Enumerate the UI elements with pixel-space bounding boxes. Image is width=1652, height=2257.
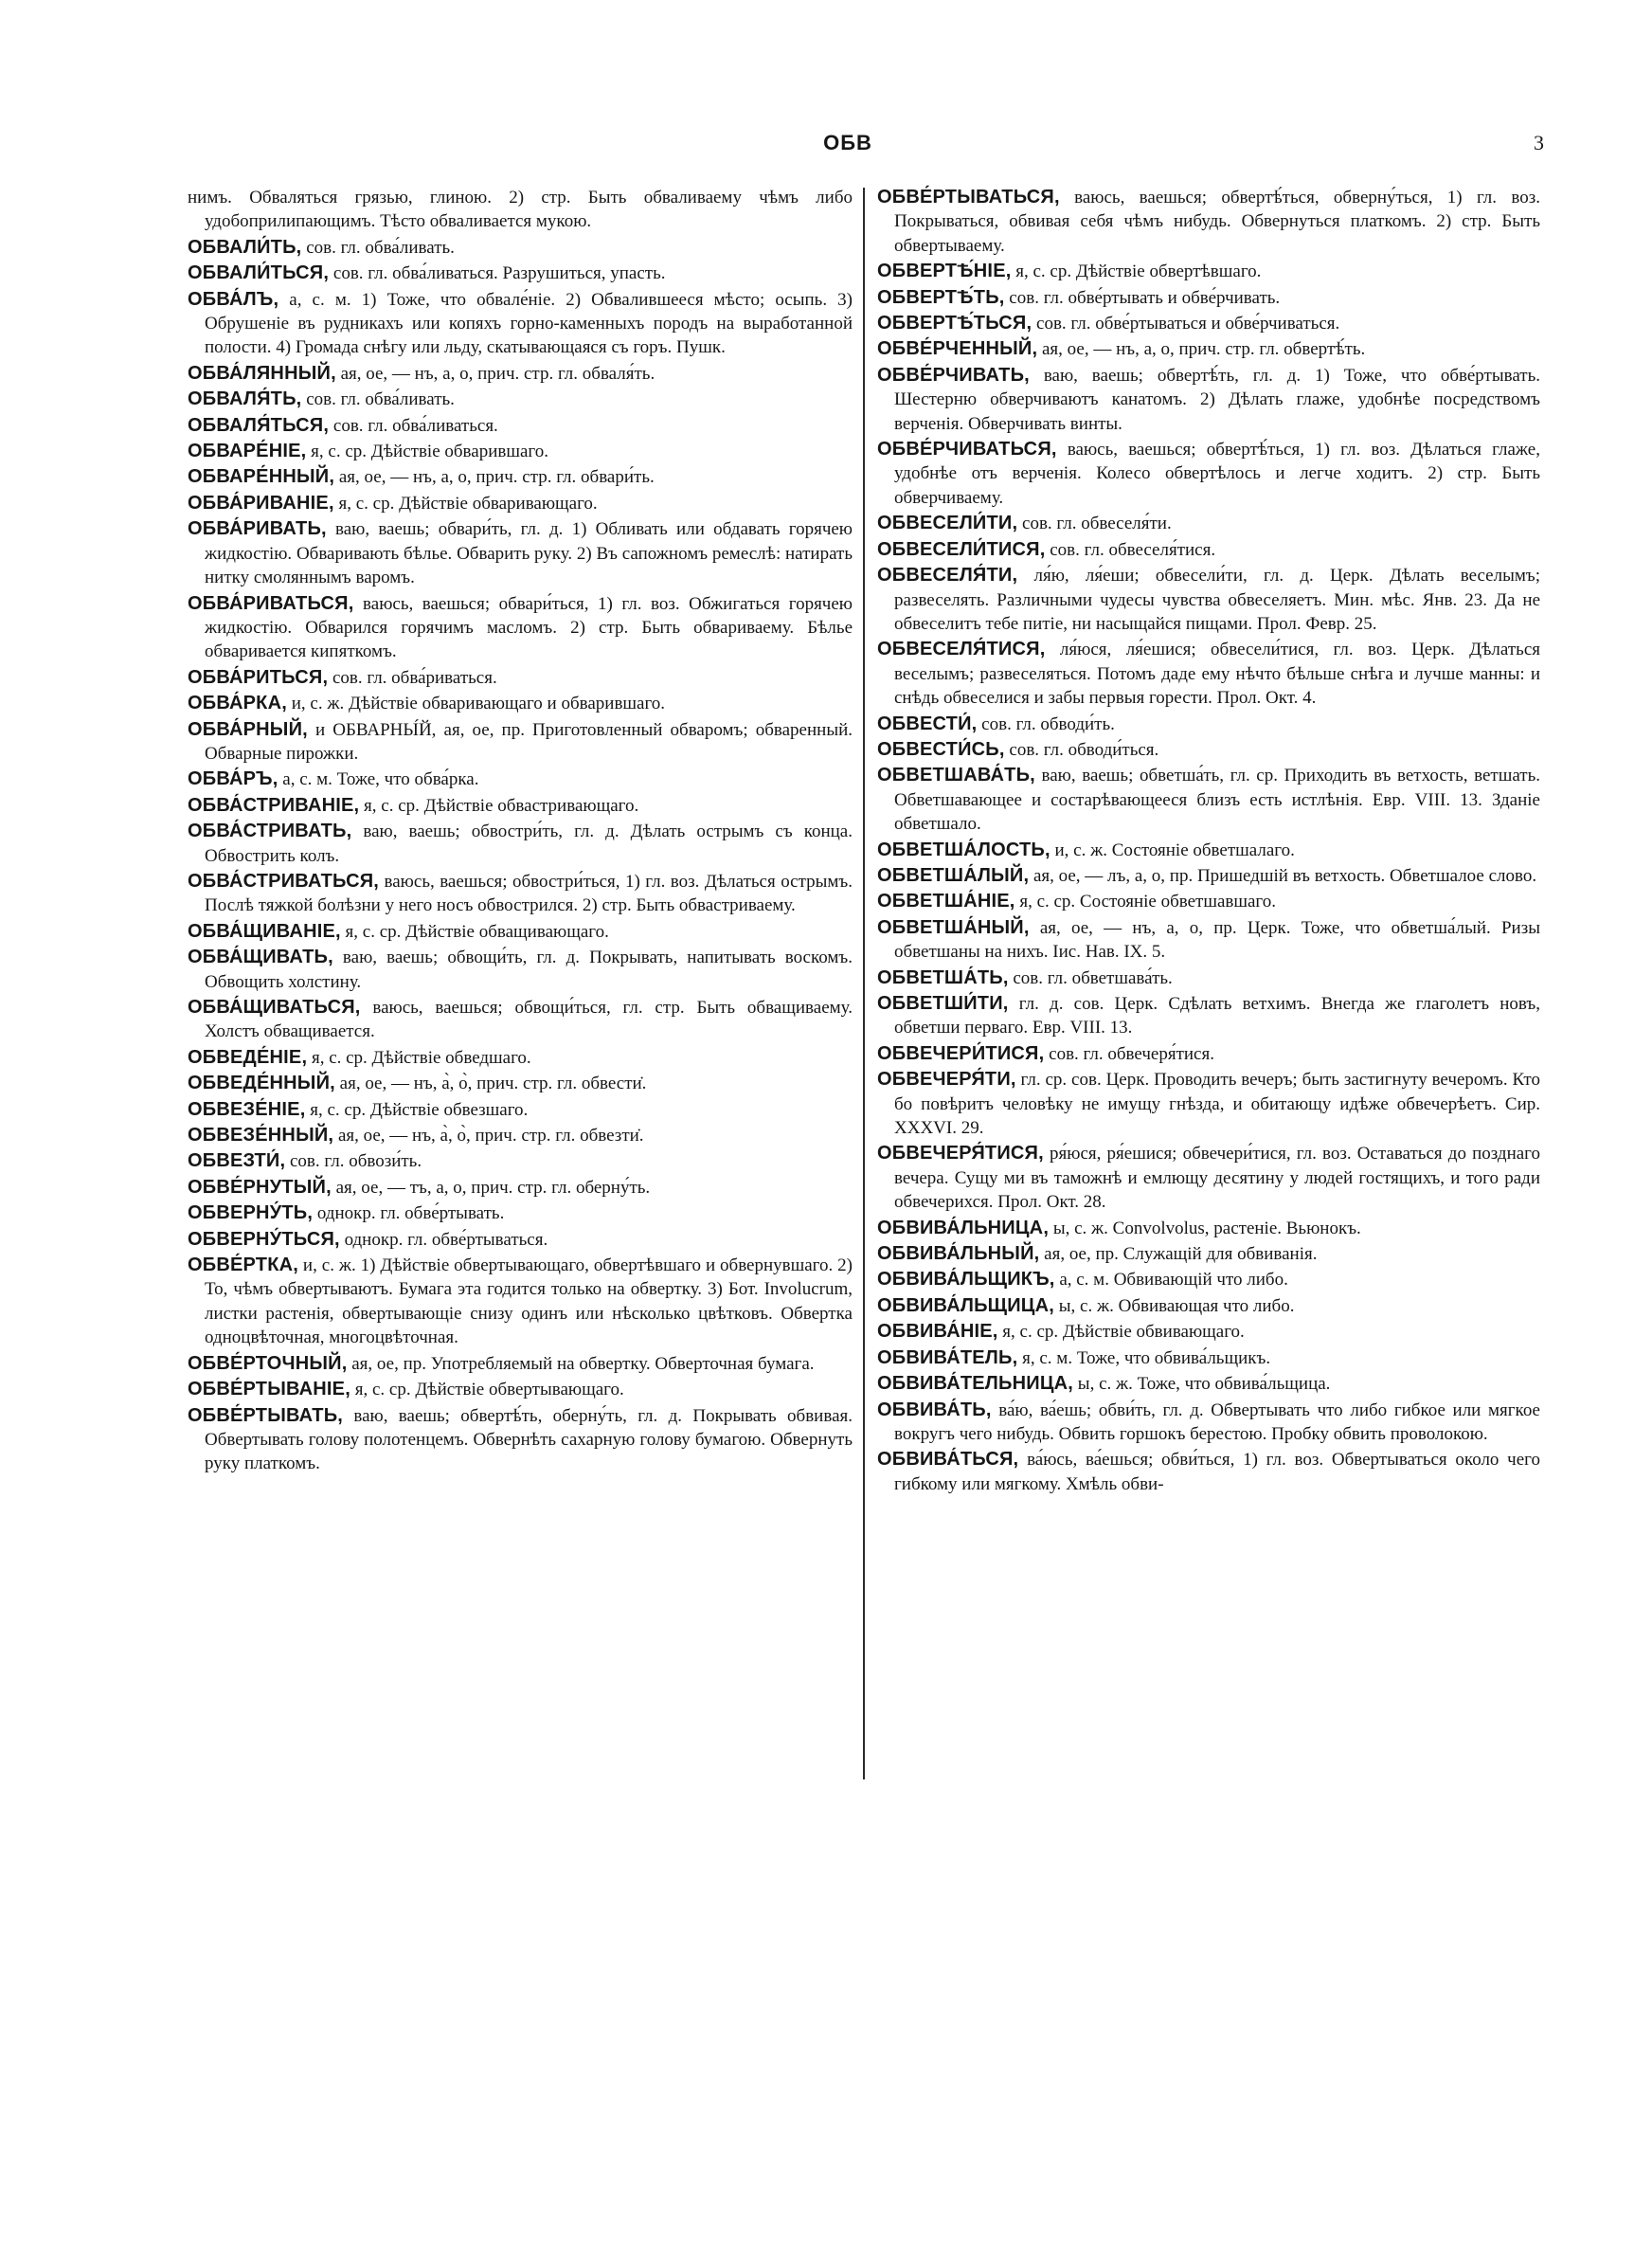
entry-headword: ОБВА́ЩИВАНІЕ, xyxy=(188,920,341,942)
entry-headword: ОБВЕСЕЛЯ́ТИСЯ, xyxy=(877,639,1046,660)
dictionary-entry xyxy=(877,1268,1540,1291)
dictionary-entry xyxy=(877,992,1540,1040)
dictionary-entry xyxy=(877,564,1540,636)
entry-headword: ОБВЕТША́ТЬ, xyxy=(877,966,1009,988)
entry-definition: я, с. ср. Дѣйствіе обвертывающаго. xyxy=(350,1380,624,1400)
entry-definition: я, с. ср. Дѣйствіе обвертѣвшаго. xyxy=(1011,262,1262,282)
dictionary-entry xyxy=(877,286,1540,310)
entry-definition: сов. гл. обва́риваться. xyxy=(328,667,497,688)
entry-headword: ОБВЕРТѢ́НІЕ, xyxy=(877,261,1012,282)
dictionary-entry xyxy=(188,820,853,868)
entry-definition: ря́юся, ря́ешися; обвечери́тися, гл. воз. Оставаться до позднаго вечера. Сущу ми въ таможнѣ и емлющу десятину у людей гостящихъ, и того ради обвечерихся. Прол. Окт. 28. xyxy=(894,1144,1540,1213)
dictionary-entry xyxy=(877,1142,1540,1214)
entry-definition: сов. гл. обва́ливаться. Разрушиться, упасть. xyxy=(329,263,666,284)
entry-definition: а, с. м. Тоже, что обва́рка. xyxy=(278,769,479,790)
entry-headword: ОБВАЛИ́ТЬСЯ, xyxy=(188,262,330,284)
entry-definition: ы, с. ж. Обвивающая что либо. xyxy=(1054,1295,1295,1316)
dictionary-entry xyxy=(877,186,1540,258)
dictionary-entry xyxy=(188,236,853,260)
entry-definition: я, с. ср. Дѣйствіе обваривающаго. xyxy=(333,493,598,514)
entry-definition: я, с. ср. Дѣйствіе обвезшаго. xyxy=(305,1099,529,1120)
dictionary-entry xyxy=(188,262,853,285)
page-header xyxy=(152,131,1544,163)
entry-headword: ОБВЕ́РНУТЫЙ, xyxy=(188,1176,332,1198)
dictionary-entry xyxy=(877,1068,1540,1140)
entry-headword: ОБВА́СТРИВАНІЕ, xyxy=(188,794,360,816)
dictionary-entry xyxy=(877,260,1540,283)
dictionary-entry xyxy=(188,1352,853,1376)
dictionary-entry xyxy=(188,1201,853,1225)
dictionary-entry xyxy=(877,512,1540,535)
dictionary-entry xyxy=(877,1320,1540,1344)
dictionary-entry xyxy=(877,1042,1540,1066)
entry-headword: ОБВЕСТИ́СЬ, xyxy=(877,738,1005,760)
entry-headword: ОБВЕЗЕ́ННЫЙ, xyxy=(188,1125,334,1147)
entry-definition: и, с. ж. Состояніе обветшалаго. xyxy=(1050,840,1295,860)
entry-headword: ОБВЕСТИ́, xyxy=(877,713,978,734)
entry-headword: ОБВА́ЩИВАТЬСЯ, xyxy=(188,997,361,1018)
entry-headword: ОБВЕ́РТЫВАТЬСЯ, xyxy=(877,187,1060,208)
entry-headword: ОБВИВА́ЛЬЩИЦА, xyxy=(877,1294,1055,1316)
entry-definition: ая, ое, — лъ, а, о, пр. Пришедшій въ ветхость. Обветшалое слово. xyxy=(1029,865,1537,886)
entry-headword: ОБВЕЧЕРИ́ТИСЯ, xyxy=(877,1042,1045,1064)
entry-headword: ОБВАРЕ́НІЕ, xyxy=(188,441,307,462)
entry-definition: сов. гл. обве́ртывать и обве́рчивать. xyxy=(1004,287,1281,308)
dictionary-entry xyxy=(877,713,1540,736)
entry-headword: ОБВА́РИВАТЬСЯ, xyxy=(188,592,354,614)
entry-definition: ая, ое, — нъ, а, о, прич. стр. гл. обвари́ть. xyxy=(334,467,655,488)
dictionary-entry xyxy=(877,1372,1540,1396)
entry-headword: ОБВЕЧЕРЯ́ТИСЯ, xyxy=(877,1143,1044,1165)
entry-definition: ва́юсь, ва́ешься; обви́ться, 1) гл. воз. Обвертываться около чего гибкому или мягкому. Хмѣль обви- xyxy=(894,1450,1540,1494)
dictionary-entry xyxy=(188,1176,853,1200)
dictionary-entry xyxy=(877,538,1540,562)
entry-headword: ОБВА́РИВАТЬ, xyxy=(188,518,327,540)
left-column xyxy=(188,186,853,1478)
dictionary-entry xyxy=(188,666,853,690)
entry-headword: ОБВА́РИВАНІЕ, xyxy=(188,492,334,514)
entry-definition: ваю, ваешь; обвостри́ть, гл. д. Дѣлать острымъ съ конца. Обвострить колъ. xyxy=(205,822,853,866)
entry-definition: я, с. ср. Дѣйствіе обварившаго. xyxy=(306,442,548,462)
entry-headword: ОБВИВА́ТЬ, xyxy=(877,1399,992,1420)
entry-headword: ОБВЕТШИ́ТИ, xyxy=(877,993,1009,1014)
entry-headword: ОБВА́ЩИВАТЬ, xyxy=(188,947,333,968)
entry-headword: ОБВЕТША́НІЕ, xyxy=(877,891,1015,912)
dictionary-entry xyxy=(188,465,853,489)
entry-definition: ы, с. ж. Тоже, что обвива́льщица. xyxy=(1073,1374,1331,1395)
entry-headword: ОБВИВА́ЛЬНЫЙ, xyxy=(877,1243,1040,1265)
dictionary-entry xyxy=(188,718,853,767)
dictionary-entry xyxy=(188,440,853,463)
dictionary-entry xyxy=(877,1346,1540,1370)
entry-headword: ОБВЕДЕ́ННЫЙ, xyxy=(188,1073,335,1094)
entry-headword: ОБВИВА́ЛЬНИЦА, xyxy=(877,1217,1050,1238)
entry-definition: я, с. ср. Дѣйствіе обведшаго. xyxy=(307,1047,531,1068)
dictionary-entry xyxy=(877,438,1540,510)
entry-headword: ОБВЕСЕЛИ́ТИСЯ, xyxy=(877,538,1046,560)
entry-headword: ОБВЕ́РЧЕННЫЙ, xyxy=(877,338,1038,360)
entry-definition: сов. гл. обва́ливать. xyxy=(301,237,455,258)
entry-headword: ОБВЕ́РЧИВАТЬСЯ, xyxy=(877,439,1057,460)
entry-definition: ваюсь, ваешься; обвертѣ́ться, обверну́ться, 1) гл. воз. Покрываться, обвивая себя чѣмъ нибудь. Обвернуться платкомъ. 2) стр. Быть обвертываему. xyxy=(894,188,1540,256)
dictionary-entry xyxy=(877,890,1540,913)
dictionary-entry xyxy=(877,966,1540,990)
entry-headword: ОБВЕРНУ́ТЬ, xyxy=(188,1202,314,1224)
dictionary-entry xyxy=(188,1046,853,1070)
entry-headword: ОБВА́РЪ, xyxy=(188,768,278,790)
dictionary-entry xyxy=(188,996,853,1044)
entry-definition: гл. ср. сов. Церк. Проводить вечеръ; быть застигнуту вечеромъ. Кто бо повѣритъ человѣку не имущу гнѣзда, и обитающу идѣже обвечерѣетъ. Сир. XXXVI. 29. xyxy=(894,1070,1540,1139)
entry-definition: однокр. гл. обве́ртываться. xyxy=(339,1229,548,1250)
entry-definition: ваю, ваешь; обвари́ть, гл. д. 1) Обливать или обдавать горячею жидкостію. Обваривають бѣлье. Обварить руку. 2) Въ сапожномъ ремеслѣ: натирать нитку смоляннымъ варомъ. xyxy=(205,519,853,588)
dictionary-entry xyxy=(877,638,1540,710)
dictionary-entry xyxy=(188,388,853,411)
entry-headword: ОБВЕСЕЛЯ́ТИ, xyxy=(877,565,1018,587)
entry-headword: ОБВЕРНУ́ТЬСЯ, xyxy=(188,1228,340,1250)
entry-headword: ОБВА́РИТЬСЯ, xyxy=(188,666,329,688)
dictionary-entry xyxy=(188,692,853,715)
running-head: ОБВ xyxy=(823,131,872,154)
entry-definition: ля́юся, ля́ешися; обвесели́тися, гл. воз. Церк. Дѣлаться веселымъ; развеселяться. Потомъ даде ему нѣчто бѣльше снѣга и лучше манны: и снѣдь обвеселися и забы первыя горести. Прол. Окт. 4. xyxy=(894,640,1540,709)
dictionary-entry xyxy=(877,1217,1540,1240)
dictionary-entry xyxy=(188,1149,853,1173)
right-column xyxy=(877,186,1540,1498)
dictionary-entry xyxy=(877,1399,1540,1447)
entry-headword: ОБВИВА́ТЕЛЬНИЦА, xyxy=(877,1373,1074,1395)
dictionary-entry xyxy=(188,946,853,994)
dictionary-entry xyxy=(188,794,853,818)
entry-headword: ОБВЕРТѢ́ТЬСЯ, xyxy=(877,313,1032,334)
entry-headword: ОБВИВА́ЛЬЩИКЪ, xyxy=(877,1269,1055,1291)
entry-definition: а, с. м. Обвивающій что либо. xyxy=(1054,1270,1288,1291)
dictionary-entry xyxy=(188,870,853,918)
entry-definition: я, с. ср. Дѣйствіе обвивающаго. xyxy=(997,1322,1245,1343)
dictionary-entry xyxy=(188,592,853,664)
entry-headword: ОБВЕСЕЛИ́ТИ, xyxy=(877,513,1018,534)
entry-headword: ОБВА́ЛЪ, xyxy=(188,288,279,310)
entry-definition: ва́ю, ва́ешь; обви́ть, гл. д. Обвертывать что либо гибкое или мягкое вокругъ чего нибудь. Обвить горшокъ берестою. Пробку обвить проволокою. xyxy=(894,1399,1540,1444)
entry-definition: ы, с. ж. Convolvolus, растеніе. Вьюнокъ. xyxy=(1049,1218,1361,1238)
entry-definition: сов. гл. обва́ливаться. xyxy=(329,415,498,436)
entry-headword: ОБВИВА́ТЕЛЬ, xyxy=(877,1346,1018,1368)
entry-headword: ОБВЕ́РТЫВАНІЕ, xyxy=(188,1379,350,1400)
entry-headword: ОБВЕДЕ́НІЕ, xyxy=(188,1046,308,1068)
entry-headword: ОБВЕЗЕ́НІЕ, xyxy=(188,1098,306,1120)
entry-definition: ая, ое, — нъ, а, о, прич. стр. гл. обвертѣ́ть. xyxy=(1037,339,1366,360)
entry-definition: ваюсь, ваешься; обвостри́ться, 1) гл. воз. Дѣлаться острымъ. Послѣ тяжкой болѣзни у него носъ обвострился. 2) стр. Быть обвастриваему. xyxy=(205,871,853,916)
entry-headword: ОБВЕ́РТОЧНЫЙ, xyxy=(188,1352,348,1374)
dictionary-entry xyxy=(877,916,1540,965)
entry-definition: сов. гл. обве́ртываться и обве́рчиваться. xyxy=(1032,314,1340,334)
entry-definition: сов. гл. обветшава́ть. xyxy=(1008,967,1173,988)
entry-headword: ОБВАЛЯ́ТЬ, xyxy=(188,388,302,410)
entry-definition: ая, ое, — нъ, а̀, о̀, прич. стр. гл. обвезти̇. xyxy=(333,1126,644,1147)
entry-definition: ля́ю, ля́еши; обвесели́ти, гл. д. Церк. Дѣлать веселымъ; развеселять. Различными чудесы чувства обвеселяетъ. Мин. мѣс. Янв. 23. Да не обвеселитъ тебе питіе, ни насыщайся пищами. Прол. Февр. 25. xyxy=(894,566,1540,634)
dictionary-entry xyxy=(188,1098,853,1122)
entry-definition: ваю, ваешь; обвощи́ть, гл. д. Покрывать, напитывать воскомъ. Обвощить холстину. xyxy=(205,948,853,992)
dictionary-entry xyxy=(188,767,853,791)
entry-headword: ОБВИВА́ТЬСЯ, xyxy=(877,1449,1019,1471)
entry-definition: ая, ое, — тъ, а, о, прич. стр. гл. оберну́ть. xyxy=(331,1177,651,1198)
dictionary-entry xyxy=(877,364,1540,436)
entry-headword: ОБВА́РНЫЙ, xyxy=(188,718,308,740)
entry-definition: ая, ое, пр. Употребляемый на обвертку. Обверточная бумага. xyxy=(347,1353,815,1374)
entry-definition: ая, ое, — нъ, а, о, прич. стр. гл. обваля́ть. xyxy=(335,363,655,384)
entry-definition: сов. гл. обвеселя́тися. xyxy=(1045,539,1216,560)
dictionary-entry xyxy=(188,517,853,589)
dictionary-entry xyxy=(188,288,853,360)
entry-headword: ОБВА́РКА, xyxy=(188,693,287,714)
column-divider xyxy=(863,188,865,1779)
entry-definition: ваю, ваешь; обвертѣ́ть, гл. д. 1) Тоже, что обве́ртывать. Шестерню обверчиваютъ канатомъ. 2) Дѣлать глаже, удобнѣе посредствомъ верченія. Обверчивать винты. xyxy=(894,365,1540,434)
entry-headword: ОБВЕ́РТЫВАТЬ, xyxy=(188,1404,344,1426)
entry-headword: ОБВАЛИ́ТЬ, xyxy=(188,236,302,258)
dictionary-entry xyxy=(877,864,1540,888)
entry-definition: ваюсь, ваешься; обвощи́ться, гл. стр. Быть обващиваему. Холстъ обващивается. xyxy=(205,998,853,1042)
entry-headword: ОБВЕ́РТКА, xyxy=(188,1255,299,1276)
entry-definition: ая, ое, — нъ, а̀, о̀, прич. стр. гл. обвести̇. xyxy=(334,1074,647,1094)
dictionary-entry xyxy=(877,764,1540,836)
dictionary-entry xyxy=(188,362,853,386)
entry-definition: гл. д. сов. Церк. Сдѣлать ветхимъ. Внегда же глаголетъ новъ, обветши перваго. Евр. VIII. 13. xyxy=(894,994,1540,1038)
entry-headword: ОБВАЛЯ́ТЬСЯ, xyxy=(188,414,330,436)
entry-definition: нимъ. Обваляться грязью, глиною. 2) стр. Быть обваливаему чѣмъ либо удобоприлипающимъ. Тѣсто обваливается мукою. xyxy=(188,188,853,232)
entry-definition: сов. гл. обводи́ться. xyxy=(1004,739,1159,760)
dictionary-entry xyxy=(877,1448,1540,1496)
dictionary-entry xyxy=(877,337,1540,361)
dictionary-entry xyxy=(188,414,853,438)
entry-definition: ваю, ваешь; обветша́ть, гл. ср. Приходить въ ветхость, ветшать. Обветшавающее и состарѣвающееся близъ есть истлѣнія. Евр. VIII. 13. Зданіе обветшало. xyxy=(894,766,1540,835)
entry-headword: ОБВА́СТРИВАТЬСЯ, xyxy=(188,870,380,892)
entry-headword: ОБВЕРТѢ́ТЬ, xyxy=(877,286,1005,308)
entry-definition: сов. гл. обводи́ть. xyxy=(977,713,1115,734)
entry-headword: ОБВЕТША́НЫЙ, xyxy=(877,916,1030,938)
dictionary-entry xyxy=(188,492,853,515)
dictionary-entry xyxy=(877,839,1540,862)
dictionary-entry xyxy=(877,1242,1540,1266)
entry-definition: ая, ое, пр. Служащій для обвиванія. xyxy=(1039,1244,1318,1265)
dictionary-entry xyxy=(188,1404,853,1476)
entry-definition: и, с. ж. Дѣйствіе обваривающаго и обварившаго. xyxy=(286,694,666,714)
dictionary-entry xyxy=(188,920,853,944)
entry-headword: ОБВЕ́РЧИВАТЬ, xyxy=(877,364,1030,386)
entry-headword: ОБВА́СТРИВАТЬ, xyxy=(188,821,352,842)
entry-definition: я, с. ср. Дѣйствіе обвастривающаго. xyxy=(359,795,639,816)
entry-definition: ваю, ваешь; обвертѣ́ть, оберну́ть, гл. д. Покрывать обвивая. Обвертывать голову полотенцемъ. Обвернѣть сахарную голову бумагою. Обвернуть руку платкомъ. xyxy=(205,1405,853,1474)
dictionary-entry xyxy=(877,1294,1540,1318)
entry-definition: сов. гл. обвози́ть. xyxy=(285,1151,422,1172)
entry-definition: сов. гл. обва́ливать. xyxy=(301,389,455,410)
entry-headword: ОБВАРЕ́ННЫЙ, xyxy=(188,466,335,488)
entry-definition: а, с. м. 1) Тоже, что обвале́ніе. 2) Обвалившееся мѣсто; осыпь. 3) Обрушеніе въ рудникахъ или копяхъ горно-каменныхъ породъ на выработанной полости. 4) Громада снѣгу или льду, скатывающаяся съ горъ. Пушк. xyxy=(205,289,853,358)
dictionary-entry xyxy=(188,1072,853,1095)
entry-definition: я, с. ср. Дѣйствіе обващивающаго. xyxy=(340,921,609,942)
entry-definition: я, с. ср. Состояніе обветшавшаго. xyxy=(1015,892,1277,912)
entry-headword: ОБВЕТШАВА́ТЬ, xyxy=(877,765,1035,786)
entry-headword: ОБВА́ЛЯННЫЙ, xyxy=(188,362,336,384)
dictionary-entry xyxy=(188,1378,853,1401)
entry-headword: ОБВЕТША́ЛЫЙ, xyxy=(877,864,1030,886)
entry-definition: ваюсь, ваешься; обвари́ться, 1) гл. воз. Обжигаться горячею жидкостію. Обварился горячимъ масломъ. 2) стр. Быть обвариваему. Бѣлье обваривается кипяткомъ. xyxy=(205,593,853,662)
dictionary-entry xyxy=(188,1254,853,1350)
entry-definition: сов. гл. обвеселя́ти. xyxy=(1017,514,1172,534)
dictionary-entry xyxy=(877,738,1540,762)
entry-headword: ОБВЕТША́ЛОСТЬ, xyxy=(877,839,1050,860)
entry-headword: ОБВИВА́НІЕ, xyxy=(877,1321,998,1343)
dictionary-entry xyxy=(877,312,1540,335)
entry-definition: и ОБВАРНЫ́Й, ая, ое, пр. Приготовленный обваромъ; обваренный. Обварные пирожки. xyxy=(205,719,853,764)
page-number: 3 xyxy=(1534,131,1544,154)
entry-definition: ваюсь, ваешься; обвертѣ́ться, 1) гл. воз. Дѣлаться глаже, удобнѣе отъ верченія. Колесо обвертѣлось и легче ходитъ. 2) стр. Быть обверчиваему. xyxy=(894,440,1540,508)
entry-headword: ОБВЕЗТИ́, xyxy=(188,1150,286,1172)
entry-definition: однокр. гл. обве́ртывать. xyxy=(313,1203,505,1224)
entry-definition: ая, ое, — нъ, а, о, пр. Церк. Тоже, что обветша́лый. Ризы обветшаны на нихъ. Іис. Нав. IX. 5. xyxy=(894,917,1540,963)
entry-definition: и, с. ж. 1) Дѣйствіе обвертывающаго, обвертѣвшаго и обвернувшаго. 2) То, чѣмъ обвертываютъ. Бумага эта годится только на обвертку. 3) Бот. Involucrum, листки растенія, обвертывающіе снизу одинъ или нѣсколько цвѣтковъ. Обвертка одноцвѣточная, многоцвѣточная. xyxy=(205,1255,853,1348)
entry-headword: ОБВЕЧЕРЯ́ТИ, xyxy=(877,1069,1016,1091)
dictionary-entry xyxy=(188,1124,853,1147)
dictionary-entry xyxy=(188,186,853,234)
entry-definition: я, с. м. Тоже, что обвива́льщикъ. xyxy=(1017,1347,1271,1368)
entry-definition: сов. гл. обвечеря́тися. xyxy=(1044,1043,1214,1064)
dictionary-entry xyxy=(188,1228,853,1252)
